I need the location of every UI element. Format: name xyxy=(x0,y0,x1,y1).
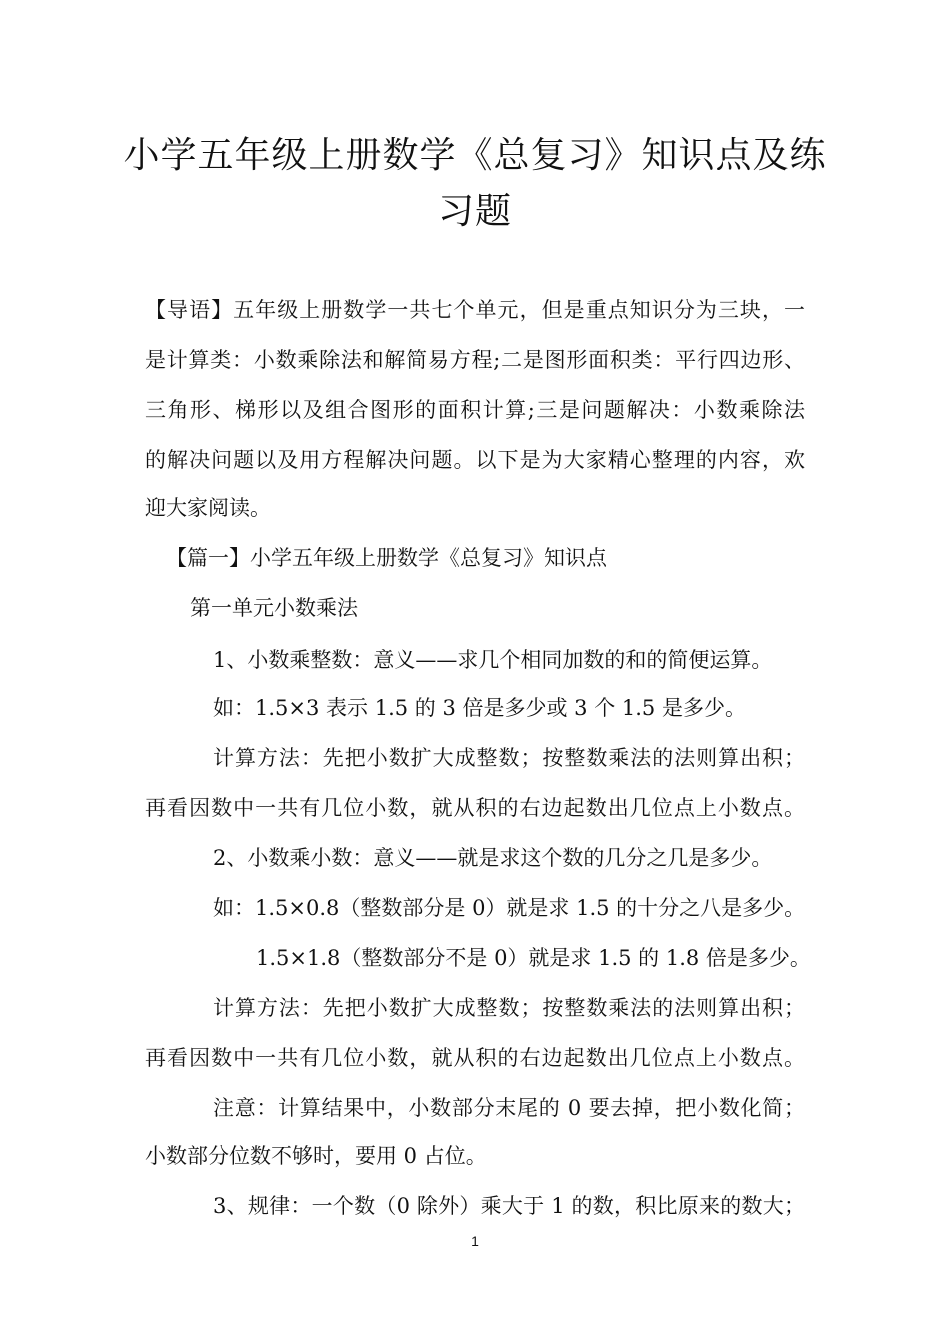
body-line-8: 计算方法：先把小数扩大成整数；按整数乘法的法则算出积； xyxy=(213,996,805,1020)
body-line-9: 再看因数中一共有几位小数，就从积的右边起数出几位点上小数点。 xyxy=(145,1046,805,1070)
body-line-11: 小数部分位数不够时，要用 0 占位。 xyxy=(145,1144,487,1168)
body-line-4: 再看因数中一共有几位小数，就从积的右边起数出几位点上小数点。 xyxy=(145,796,805,820)
intro-line-1: 【导语】五年级上册数学一共七个单元，但是重点知识分为三块，一 xyxy=(145,298,805,322)
body-line-5: 2、小数乘小数：意义——就是求这个数的几分之几是多少。 xyxy=(213,846,773,870)
body-line-12: 3、规律：一个数（0 除外）乘大于 1 的数，积比原来的数大； xyxy=(213,1194,805,1218)
page-number: 1 xyxy=(471,1233,479,1249)
body-line-3: 计算方法：先把小数扩大成整数；按整数乘法的法则算出积； xyxy=(213,746,805,770)
intro-line-4: 的解决问题以及用方程解决问题。以下是为大家精心整理的内容，欢 xyxy=(145,448,805,472)
intro-line-2: 是计算类：小数乘除法和解简易方程;二是图形面积类：平行四边形、 xyxy=(145,348,805,372)
intro-line-5: 迎大家阅读。 xyxy=(145,496,271,520)
body-line-1: 1、小数乘整数：意义——求几个相同加数的和的简便运算。 xyxy=(213,648,773,672)
title-line-2: 习题 xyxy=(437,191,512,232)
body-line-2: 如：1.5×3 表示 1.5 的 3 倍是多少或 3 个 1.5 是多少。 xyxy=(213,696,746,720)
title-line-1: 小学五年级上册数学《总复习》知识点及练 xyxy=(123,135,827,176)
body-line-7: 1.5×1.8（整数部分不是 0）就是求 1.5 的 1.8 倍是多少。 xyxy=(256,946,811,970)
document-title xyxy=(120,128,830,240)
body-line-10: 注意：计算结果中，小数部分末尾的 0 要去掉，把小数化简； xyxy=(213,1096,805,1120)
unit-heading: 第一单元小数乘法 xyxy=(190,596,358,620)
body-line-6: 如：1.5×0.8（整数部分是 0）就是求 1.5 的十分之八是多少。 xyxy=(213,896,806,920)
section-heading: 【篇一】小学五年级上册数学《总复习》知识点 xyxy=(166,546,607,570)
intro-line-3: 三角形、梯形以及组合图形的面积计算;三是问题解决：小数乘除法 xyxy=(145,398,805,422)
